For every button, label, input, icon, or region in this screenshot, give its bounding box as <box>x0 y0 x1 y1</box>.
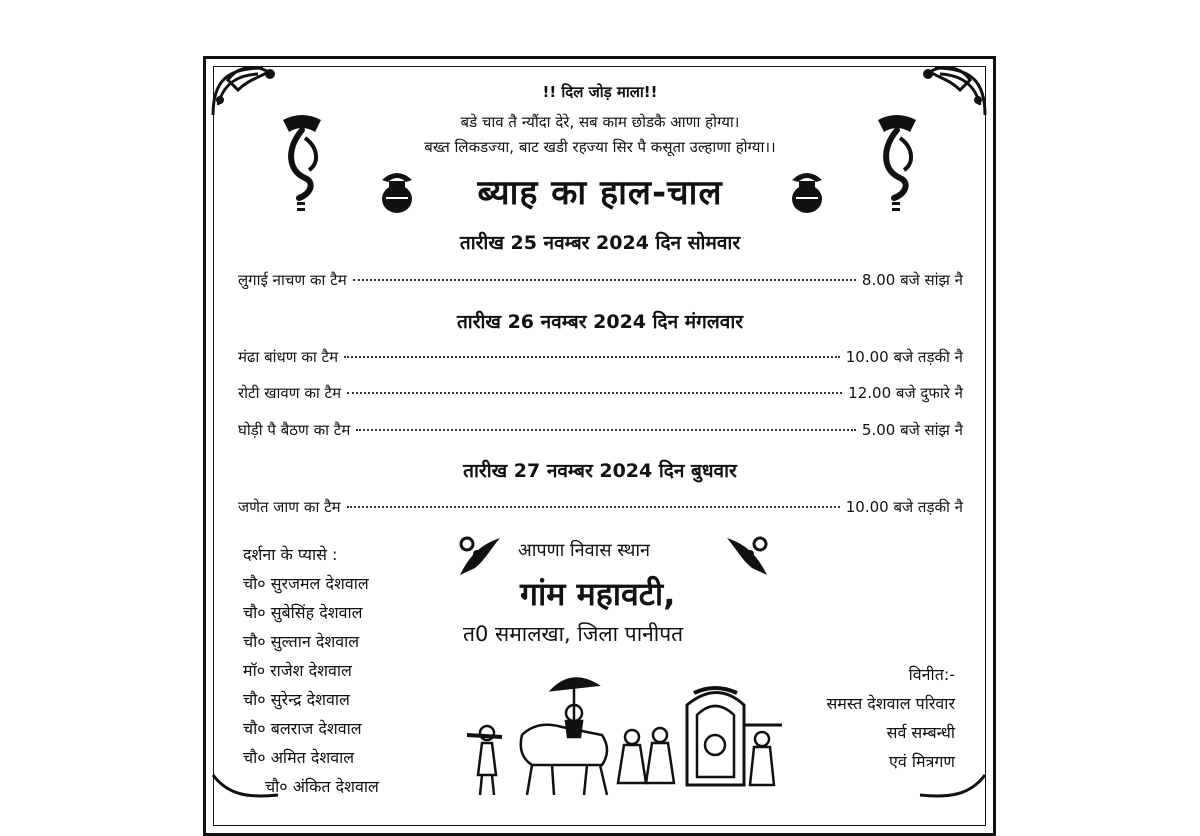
dot-leader <box>347 506 840 508</box>
event-row <box>238 420 963 440</box>
venue-subtitle: आपणा निवास स्थान <box>518 540 651 561</box>
date-day-1: तारीख 25 नवम्बर 2024 दिन सोमवार <box>459 232 741 254</box>
darshan-heading: दर्शना के प्यासे : <box>243 545 338 564</box>
vinit-heading: विनीत:- <box>908 665 955 684</box>
dot-leader <box>356 429 856 431</box>
dot-leader <box>344 356 840 358</box>
event-label: घोड़ी पै बैठण का टैम <box>238 421 351 439</box>
event-row <box>238 497 963 517</box>
event-time: 5.00 बजे सांझ नै <box>861 421 963 439</box>
event-row <box>238 347 963 367</box>
event-time: 10.00 बजे तड़की नै <box>845 498 963 516</box>
page-title: ब्याह का हाल-चाल <box>477 173 723 213</box>
verse-title: !! दिल जोड़ माला!! <box>542 83 658 101</box>
list-item: मॉ० राजेश देशवाल <box>243 661 352 680</box>
bird-ornament-icon <box>722 530 772 580</box>
vinit-line: एवं मित्रगण <box>889 752 955 771</box>
venue-tehsil: त0 समालखा, जिला पानीपत <box>463 622 684 646</box>
list-item: चौ० अमित देशवाल <box>243 748 355 767</box>
vinit-line: समस्त देशवाल परिवार <box>826 694 955 713</box>
list-item: चौ० अंकित देशवाल <box>265 777 379 796</box>
event-time: 8.00 बजे सांझ नै <box>861 271 963 289</box>
verse-line-2: बख्त लिकडज्या, बाट खडी रहज्या सिर पै कसूता उल्हाणा होग्या।। <box>424 138 776 156</box>
venue-village: गांम महावटी, <box>520 575 676 613</box>
list-item: चौ० सुल्तान देशवाल <box>243 632 360 651</box>
dot-leader <box>347 392 842 394</box>
event-row <box>238 270 963 290</box>
list-item: चौ० बलराज देशवाल <box>243 719 362 738</box>
list-item: चौ० सुरजमल देशवाल <box>243 574 369 593</box>
verse-line-1: बडे चाव तै न्यौंदा देरे, सब काम छोडकै आणा होग्या। <box>460 113 740 131</box>
event-label: मंढा बांधण का टैम <box>238 348 339 366</box>
event-label: रोटी खावण का टैम <box>238 384 342 402</box>
event-label: जणेत जाण का टैम <box>238 498 341 516</box>
event-time: 10.00 बजे तड़की नै <box>845 348 963 366</box>
vinit-line: सर्व सम्बन्धी <box>886 723 955 742</box>
wedding-procession-illustration <box>462 665 787 800</box>
vinit-block <box>775 660 955 776</box>
list-item: चौ० सुबेसिंह देशवाल <box>243 603 363 622</box>
event-row <box>238 383 963 403</box>
darshan-list <box>243 540 379 801</box>
date-day-3: तारीख 27 नवम्बर 2024 दिन बुधवार <box>463 460 737 482</box>
event-label: लुगाई नाचण का टैम <box>238 271 347 289</box>
date-day-2: तारीख 26 नवम्बर 2024 दिन मंगलवार <box>456 311 744 333</box>
bird-ornament-icon <box>455 530 505 580</box>
list-item: चौ० सुरेन्द्र देशवाल <box>243 690 350 709</box>
event-time: 12.00 बजे दुफारे नै <box>848 384 963 402</box>
dot-leader <box>353 279 856 281</box>
